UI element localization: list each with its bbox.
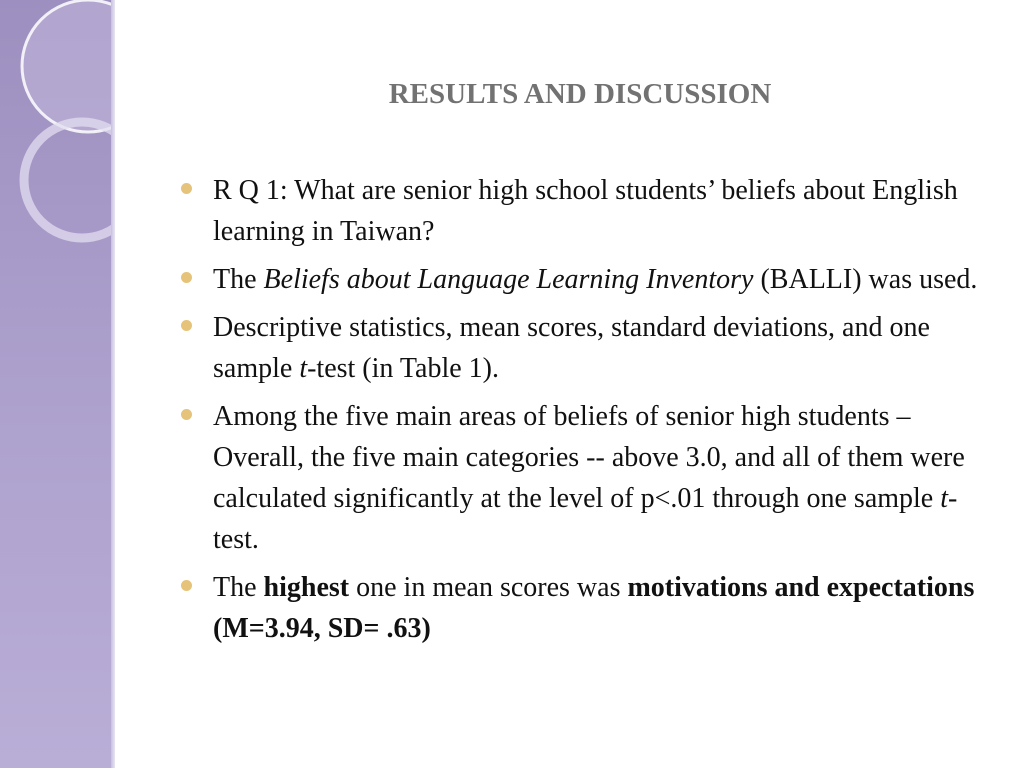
- t-symbol: t: [940, 483, 949, 514]
- bullet-item-highest-mean: [176, 567, 996, 649]
- bullet-dot-icon: [181, 183, 192, 194]
- bullet-text-suffix: -test (in Table 1).: [307, 353, 500, 384]
- bullet-text: R Q 1: What are senior high school students’ beliefs about English learning in Taiwan?: [213, 175, 958, 247]
- bullet-dot-icon: [181, 320, 192, 331]
- bullet-text-middle: one in mean scores was: [349, 572, 628, 603]
- bullet-text-prefix: The: [213, 264, 264, 295]
- t-symbol: t: [299, 353, 308, 384]
- instrument-name: Beliefs about Language Learning Inventory: [263, 264, 754, 295]
- highest-category: motivations and expectations (M=3.94, SD= .63): [213, 572, 975, 644]
- bullet-text-prefix: Descriptive statistics, mean scores, standard deviations, and one sample: [213, 312, 930, 384]
- bullet-dot-icon: [181, 580, 192, 591]
- highest-keyword: highest: [263, 572, 350, 603]
- bullet-item-rq1: [176, 170, 996, 252]
- slide-title: RESULTS AND DISCUSSION: [388, 78, 772, 110]
- bullet-item-balli: [176, 259, 996, 300]
- side-band-edge: [111, 0, 115, 768]
- bullet-text-suffix: (BALLI) was used.: [753, 264, 978, 295]
- bullet-list: [176, 170, 996, 656]
- bullet-dot-icon: [181, 272, 192, 283]
- side-decoration-band: [0, 0, 113, 768]
- bullet-text-prefix: The: [213, 572, 264, 603]
- decorative-circles-icon: [0, 0, 113, 260]
- bullet-text-prefix: Among the five main areas of beliefs of senior high students – Overall, the five main categories -- above 3.0, and all of them were calculated significantly at the level of p<.01 through one sample: [213, 401, 965, 514]
- bullet-item-descriptive-statistics: [176, 307, 996, 389]
- bullet-text-suffix: -test.: [213, 483, 958, 555]
- bullet-dot-icon: [181, 409, 192, 420]
- bullet-item-five-areas: [176, 396, 996, 560]
